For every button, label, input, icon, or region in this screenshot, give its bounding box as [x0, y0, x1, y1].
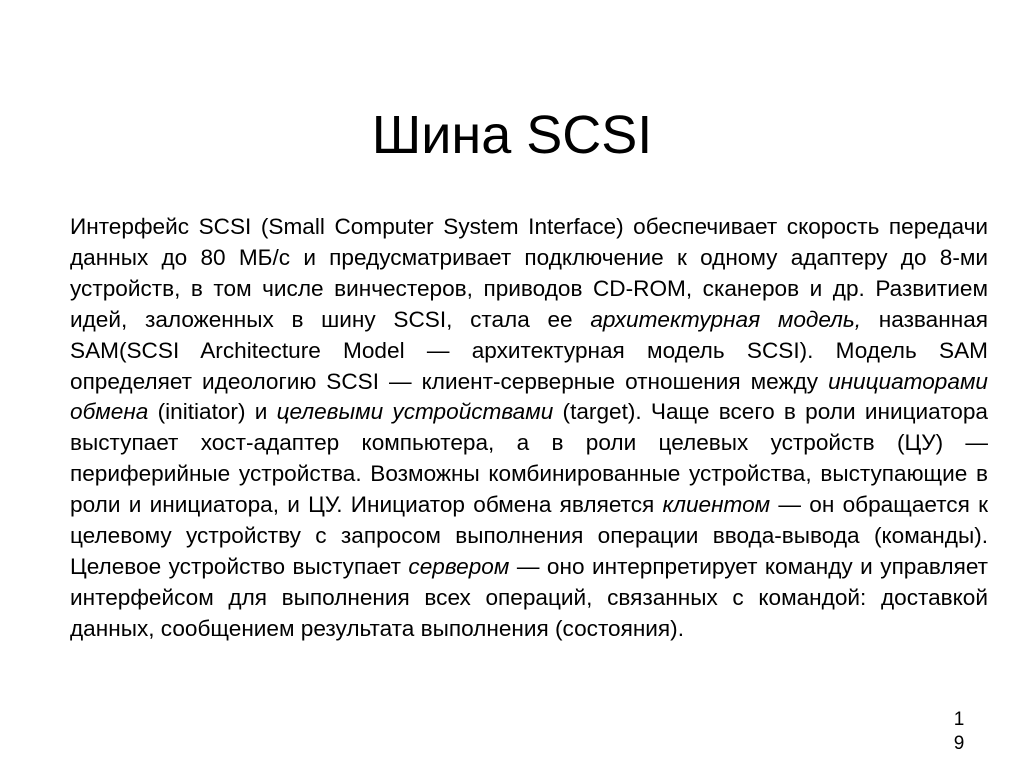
body-text-segment: Интерфейс SCSI (Small Computer System Interface) обеспечивает скорость передачи данных до 80 МБ/с и предусматривает подключение к одному адаптеру до 8-ми устройств, в том числе винчестеров, приводов CD-ROM, сканеров и др. Развитием идей, заложенных в шину SCSI, стала ее: [70, 214, 988, 332]
italic-term-server: сервером: [408, 553, 510, 579]
body-text-segment: — оно интерпретирует команду и управляет интерфейсом для выполнения всех операций, связанных с командой: доставкой данных, сообщением результата выполнения (состояния).: [70, 553, 988, 641]
body-text-segment: названная SAM(SCSI Architecture Model — архитектурная модель SCSI). Модель SAM определяет идеологию SCSI — клиент-серверные отношения между: [70, 306, 989, 394]
body-text-segment: — он обращается к целевому устройству с запросом выполнения операции ввода-вывода (команды). Целевое устройство выступает: [70, 492, 988, 579]
body-text-segment: (target). Чаще всего в роли инициатора выступает хост-адаптер компьютера, а в роли целевых устройств (ЦУ) — периферийные устройства. Возможны комбинированные устройства, выступающие в роли и инициатора, и ЦУ. Инициатор обмена является: [70, 399, 988, 518]
body-text-segment: (initiator) и: [148, 399, 277, 425]
page-number: [944, 708, 974, 756]
slide-body-paragraph: [70, 212, 988, 645]
italic-term-target-devices: целевыми устройствами: [276, 399, 554, 425]
italic-term-client: клиентом: [662, 492, 771, 518]
italic-term-architecture-model: архитектурная модель,: [590, 306, 862, 332]
italic-term-initiators: инициаторами обмена: [70, 368, 988, 425]
page-number-digit: 1: [953, 709, 965, 730]
page-number-digit: 9: [953, 733, 965, 754]
slide-title: Шина SCSI: [371, 105, 653, 165]
